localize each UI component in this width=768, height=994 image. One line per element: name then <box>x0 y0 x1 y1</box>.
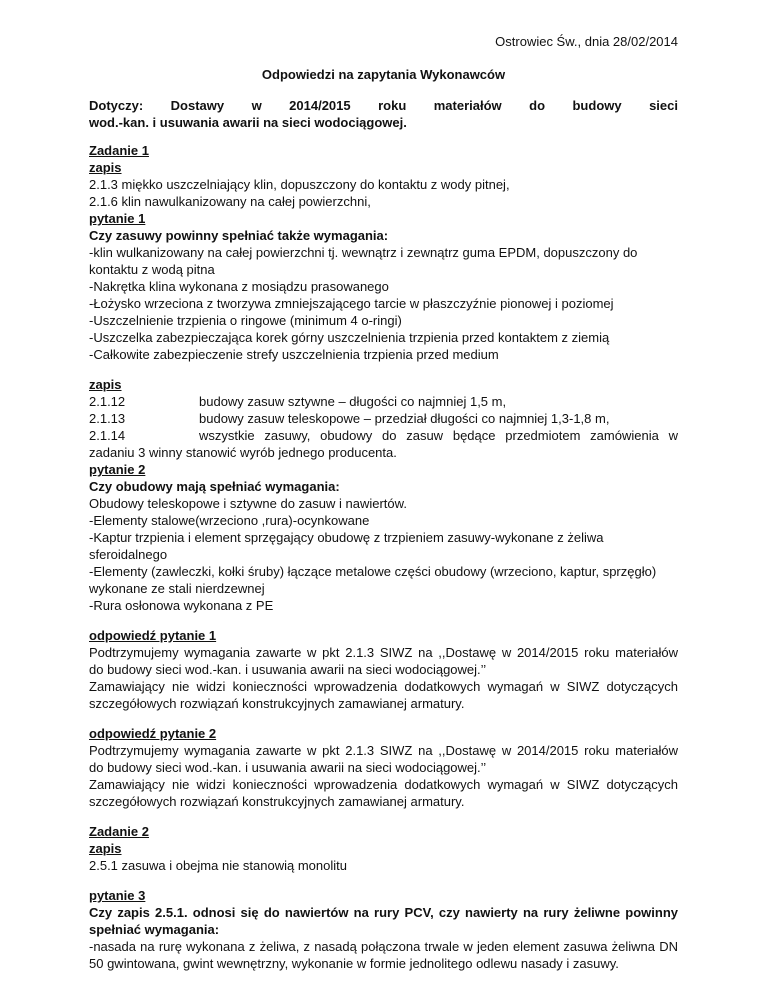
pytanie1-item: -klin wulkanizowany na całej powierzchni tj. wewnątrz i zewnątrz guma EPDM, dopuszczony do <box>89 245 638 260</box>
zapis2-row <box>89 393 678 410</box>
zapis1-line: 2.1.3 miękko uszczelniający klin, dopuszczony do kontaktu z wody pitnej, <box>89 177 510 192</box>
pytanie2-item: -Kaptur trzpienia i element sprzęgający obudowę z trzpieniem zasuwy-wykonane z żeliwa <box>89 530 604 545</box>
pytanie1-item: -Nakrętka klina wykonana z mosiądzu prasowanego <box>89 279 389 294</box>
subject-line-1: Dotyczy: Dostawy w 2014/2015 roku materiałów do budowy sieci <box>89 98 678 113</box>
zapis2-row <box>89 410 678 427</box>
pytanie1-question: Czy zasuwy powinny spełniać także wymagania: <box>89 228 389 243</box>
pytanie2-question: Czy obudowy mają spełniać wymagania: <box>89 479 340 494</box>
zadanie2-heading: Zadanie 2 <box>89 824 149 839</box>
odpowiedz2-label: odpowiedź pytanie 2 <box>89 726 217 741</box>
pytanie1-label: pytanie 1 <box>89 211 146 226</box>
zapis2-row-text: budowy zasuw sztywne – długości co najmniej 1,5 m, <box>199 394 507 409</box>
zapis2-row-text: wszystkie zasuwy, obudowy do zasuw będące przedmiotem zamówienia w <box>199 428 678 443</box>
pytanie2-label: pytanie 2 <box>89 462 146 477</box>
odpowiedz1-line: Podtrzymujemy wymagania zawarte w pkt 2.1.3 SIWZ na ,,Dostawę w 2014/2015 roku materiałów <box>89 645 678 660</box>
pytanie3-question: spełniać wymagania: <box>89 922 220 937</box>
zapis2-row-text: budowy zasuw teleskopowe – przedział długości co najmniej 1,3-1,8 m, <box>199 411 610 426</box>
document-title: Odpowiedzi na zapytania Wykonawców <box>261 67 506 82</box>
pytanie2-item: Obudowy teleskopowe i sztywne do zasuw i nawiertów. <box>89 496 407 511</box>
zapis2-row <box>89 427 678 444</box>
pytanie3-question: Czy zapis 2.5.1. odnosi się do nawiertów na rury PCV, czy nawierty na rury żeliwne powinny <box>89 905 678 920</box>
odpowiedz1-line: szczegółowych rozwiązań konstrukcyjnych zamawianej armatury. <box>89 696 465 711</box>
place-date: Ostrowiec Św., dnia 28/02/2014 <box>495 34 678 49</box>
odpowiedz2-line: Podtrzymujemy wymagania zawarte w pkt 2.1.3 SIWZ na ,,Dostawę w 2014/2015 roku materiałów <box>89 743 678 758</box>
odpowiedz1-line: Zamawiający nie widzi konieczności wprowadzenia dodatkowych wymagań w SIWZ dotyczących <box>89 679 678 694</box>
pytanie1-item: -Uszczelka zabezpieczająca korek górny uszczelnienia trzpienia przed kontaktem z ziemią <box>89 330 610 345</box>
zapis2-row-number: 2.1.12 <box>89 394 126 409</box>
pytanie2-item: wykonane ze stali nierdzewnej <box>89 581 265 596</box>
pytanie2-item: -Elementy stalowe(wrzeciono ,rura)-ocynkowane <box>89 513 370 528</box>
pytanie2-item: -Rura osłonowa wykonana z PE <box>89 598 274 613</box>
zadanie2-zapis-line: 2.5.1 zasuwa i obejma nie stanowią monolitu <box>89 858 347 873</box>
pytanie1-item: -Łożysko wrzeciona z tworzywa zmniejszającego tarcie w płaszczyźnie pionowej i poziomej <box>89 296 614 311</box>
odpowiedz2-line: Zamawiający nie widzi konieczności wprowadzenia dodatkowych wymagań w SIWZ dotyczących <box>89 777 678 792</box>
zapis2-row-number: 2.1.14 <box>89 428 126 443</box>
zapis1-label: zapis <box>89 160 122 175</box>
zapis1-line: 2.1.6 klin nawulkanizowany na całej powierzchni, <box>89 194 371 209</box>
pytanie3-label: pytanie 3 <box>89 888 146 903</box>
odpowiedz1-line: do budowy sieci wod.-kan. i usuwania awarii na sieci wodociągowej.’’ <box>89 662 487 677</box>
pytanie1-item: -Uszczelnienie trzpienia o ringowe (minimum 4 o-ringi) <box>89 313 402 328</box>
pytanie3-line: -nasada na rurę wykonana z żeliwa, z nasadą połączona trwale w jeden element zasuwa żeliwna DN <box>89 939 678 954</box>
zapis2-continuation: zadaniu 3 winny stanowić wyrób jednego producenta. <box>89 445 397 460</box>
odpowiedz2-line: szczegółowych rozwiązań konstrukcyjnych zamawianej armatury. <box>89 794 465 809</box>
zapis2-row-number: 2.1.13 <box>89 411 126 426</box>
subject-line-2: wod.-kan. i usuwania awarii na sieci wodociągowej. <box>89 115 407 130</box>
pytanie1-item: kontaktu z wodą pitna <box>89 262 215 277</box>
odpowiedz2-line: do budowy sieci wod.-kan. i usuwania awarii na sieci wodociągowej.’’ <box>89 760 487 775</box>
odpowiedz1-label: odpowiedź pytanie 1 <box>89 628 217 643</box>
pytanie2-item: -Elementy (zawleczki, kołki śruby) łączące metalowe części obudowy (wrzeciono, kaptur, sprzęgło) <box>89 564 657 579</box>
pytanie2-item: sferoidalnego <box>89 547 168 562</box>
pytanie1-item: -Całkowite zabezpieczenie strefy uszczelnienia trzpienia przed medium <box>89 347 499 362</box>
zadanie1-heading: Zadanie 1 <box>89 143 149 158</box>
zapis2-label: zapis <box>89 377 122 392</box>
zadanie2-zapis-label: zapis <box>89 841 122 856</box>
pytanie3-line: 50 gwintowana, gwint wewnętrzny, wykonanie w formie jednolitego odlewu nasady i zasuwy. <box>89 956 619 971</box>
